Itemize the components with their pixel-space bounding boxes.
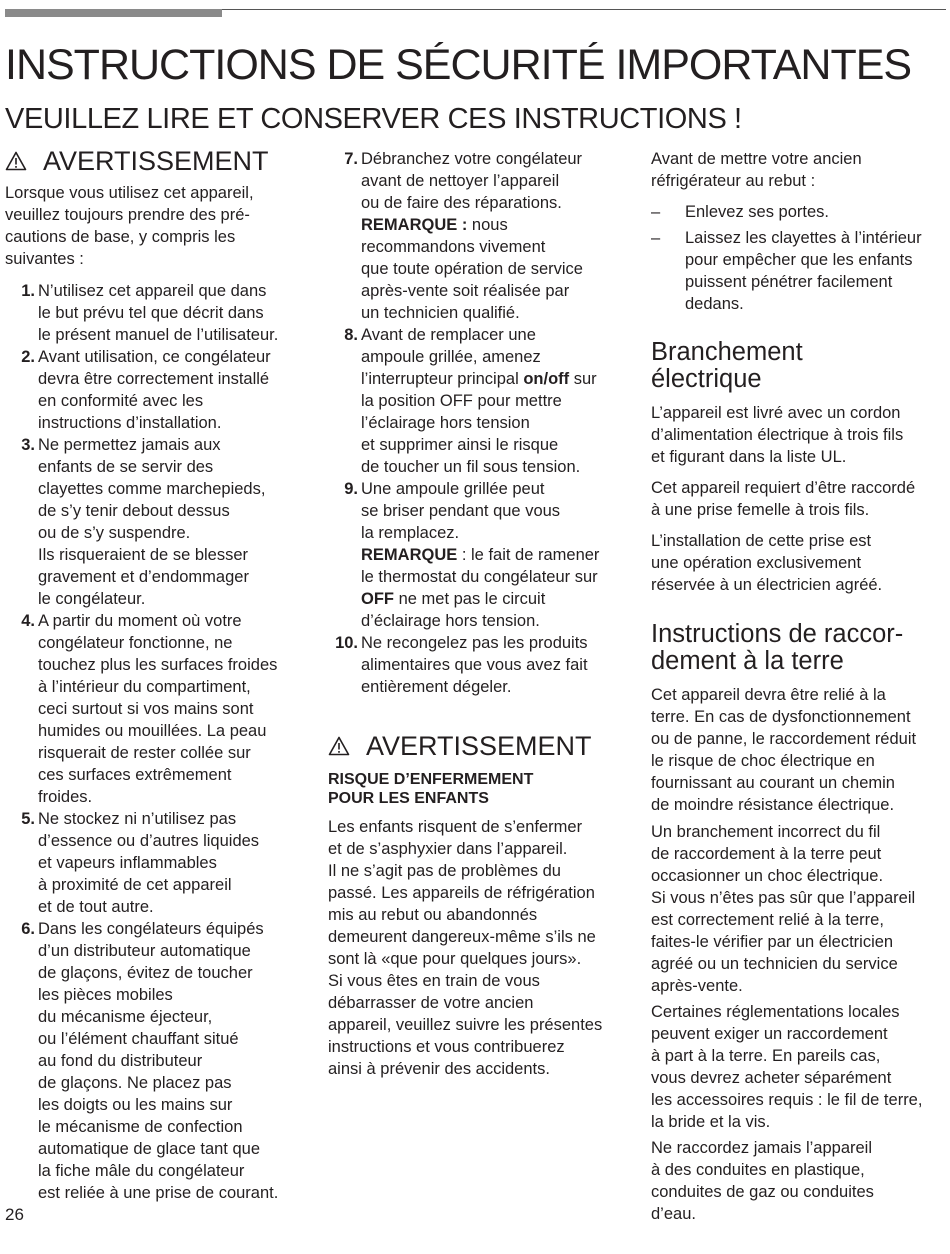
note-label: REMARQUE :	[361, 216, 468, 234]
warning-heading	[5, 146, 269, 176]
ground-paragraph: Cet appareil devra être relié à la terre. En cas de dysfonctionnement ou de panne, le raccordement réduit le risque de choc électrique en fournissant au courant un chemin de moindre résistance électrique.	[651, 686, 917, 814]
list-item: – Laissez les clayettes à l’intérieur pour empêcher que les enfants puissent pénétrer facilement dedans.	[651, 229, 922, 313]
top-accent-bar	[5, 9, 222, 17]
list-item: 5. Ne stockez ni n’utilisez pas d’essence ou d’autres liquides et vapeurs inflammables à proximité de cet appareil et de tout autre.	[21, 810, 260, 916]
page-number: 26	[5, 1205, 24, 1224]
warning-triangle-icon	[328, 736, 350, 756]
safety-list	[5, 280, 320, 1204]
electric-paragraph: L’appareil est livré avec un cordon d’alimentation électrique à trois fils et figurant dans la liste UL.	[651, 404, 904, 466]
risk-subheading: RISQUE D’ENFERMEMENT POUR LES ENFANTS	[328, 771, 534, 807]
disposal-list	[651, 201, 947, 315]
ground-paragraph: Un branchement incorrect du fil de raccordement à la terre peut occasionner un choc électrique. Si vous n’êtes pas sûr que l’appareil est correctement relié à la terre, faites-le vérifier par un électricien agréé ou un technicien du service après-vente.	[651, 823, 916, 995]
page-subtitle: VEUILLEZ LIRE ET CONSERVER CES INSTRUCTIONS !	[5, 103, 742, 135]
electric-paragraph: L’installation de cette prise est une opération exclusivement réservée à un électricien agréé.	[651, 532, 883, 594]
disposal-intro: Avant de mettre votre ancien réfrigérateur au rebut :	[651, 150, 862, 190]
note-label: REMARQUE	[361, 546, 458, 564]
page-title: INSTRUCTIONS DE SÉCURITÉ IMPORTANTES	[5, 41, 912, 89]
list-item: – Enlevez ses portes.	[651, 203, 829, 221]
ground-paragraph: Ne raccordez jamais l’appareil à des conduites en plastique, conduites de gaz ou conduites d’eau.	[651, 1139, 874, 1223]
list-item: 6. Dans les congélateurs équipés d’un distributeur automatique de glaçons, évitez de toucher les pièces mobiles du mécanisme éjecteur, ou l’élément chauffant situé au fond du distributeur de glaçons. Ne placez pas les doigts ou les mains sur le mécanisme de confection automatique de glace tant que la fiche mâle du congélateur est reliée à une prise de courant.	[21, 920, 279, 1202]
intro-paragraph: Lorsque vous utilisez cet appareil, veuillez toujours prendre des pré- cautions de base, y compris les suivantes :	[5, 184, 254, 268]
section-heading-electric: Branchement électrique	[651, 338, 803, 393]
list-item: 8. Avant de remplacer une ampoule grillée, amenez l’interrupteur principal on/off sur la position OFF pour mettre l’éclairage hors tension et supprimer ainsi le risque de toucher un fil sous tension.	[344, 326, 597, 476]
list-item: 4. A partir du moment où votre congélateur fonctionne, ne touchez plus les surfaces froides à l’intérieur du compartiment, ceci surtout si vos mains sont humides ou mouillées. La peau risquerait de rester collée sur ces surfaces extrêmement froides.	[21, 612, 278, 806]
ground-paragraph: Certaines réglementations locales peuvent exiger un raccordement à part à la terre. En pareils cas, vous devrez acheter séparément les accessoires requis : le fil de terre, la bride et la vis.	[651, 1003, 923, 1131]
list-item: 3. Ne permettez jamais aux enfants de se servir des clayettes comme marchepieds, de s’y tenir debout dessus ou de s’y suspendre. Ils risqueraient de se blesser gravement et d’endommager le congélateur.	[21, 436, 266, 608]
list-item: 10. Ne recongelez pas les produits alimentaires que vous avez fait entièrement dégeler.	[335, 634, 588, 696]
list-item: 7. Débranchez votre congélateur avant de nettoyer l’appareil ou de faire des réparations. REMARQUE : nous recommandons vivement que toute opération de service après-vente soit réalisée par un technicien qualifié.	[344, 150, 583, 322]
list-item: 1. N’utilisez cet appareil que dans le but prévu tel que décrit dans le présent manuel de l’utilisateur.	[21, 282, 279, 344]
warning-heading-text: AVERTISSEMENT	[43, 146, 269, 176]
electric-paragraph: Cet appareil requiert d’être raccordé à une prise femelle à trois fils.	[651, 479, 916, 519]
section-heading-ground: Instructions de raccor- dement à la terre	[651, 620, 904, 675]
warning-heading-text: AVERTISSEMENT	[366, 731, 592, 761]
list-item: 9. Une ampoule grillée peut se briser pendant que vous la remplacez. REMARQUE : le fait de ramener le thermostat du congélateur sur OFF ne met pas le circuit d’éclairage hors tension.	[344, 480, 600, 630]
warning-heading-2	[328, 731, 592, 761]
risk-paragraph: Les enfants risquent de s’enfermer et de s’asphyxier dans l’appareil. Il ne s’agit pas de problèmes du passé. Les appareils de réfrigération mis au rebut ou abandonnés demeurent dangereux-même s’ils ne sont là «que pour quelques jours». Si vous êtes en train de vous débarrasser de votre ancien appareil, veuillez suivre les présentes instructions et vous contribuerez ainsi à prévenir des accidents.	[328, 818, 603, 1078]
list-item: 2. Avant utilisation, ce congélateur devra être correctement installé en conformité avec les instructions d’installation.	[21, 348, 271, 432]
safety-list-continued	[328, 148, 640, 698]
warning-triangle-icon	[5, 151, 27, 171]
